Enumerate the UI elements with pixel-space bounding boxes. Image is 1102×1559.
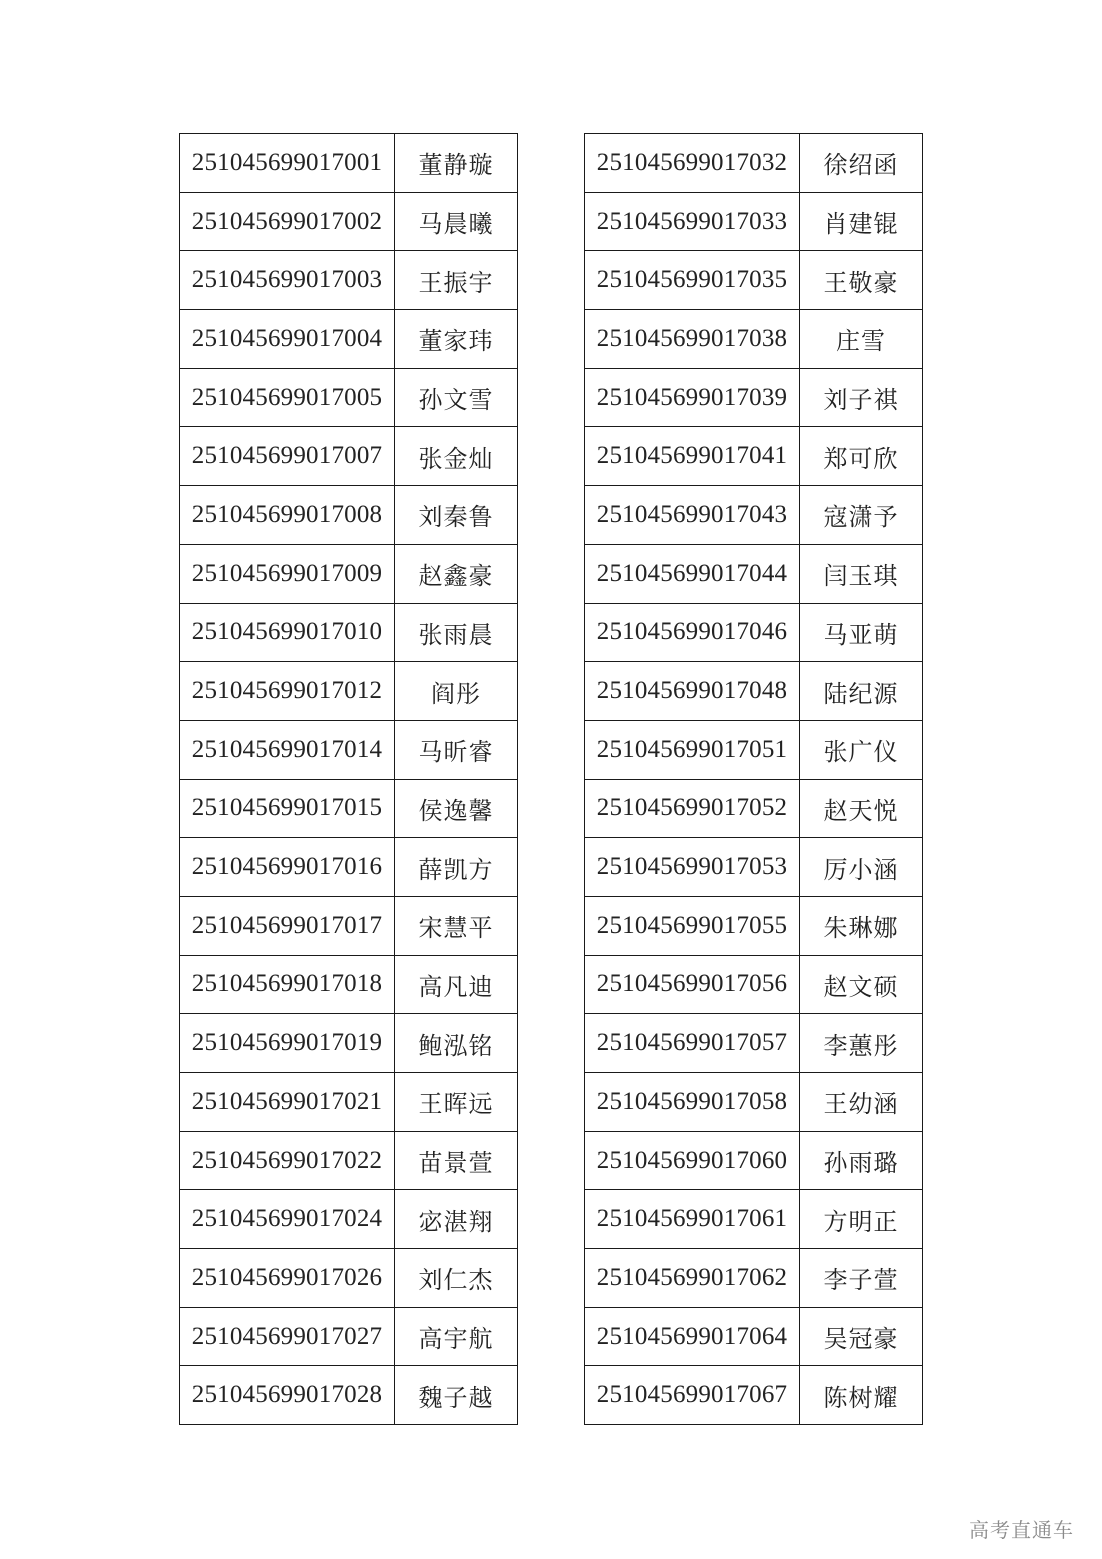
student-name-cell: 王幼涵 bbox=[800, 1073, 923, 1132]
exam-number-cell: 251045699017028 bbox=[180, 1366, 395, 1425]
student-name-cell: 马亚萌 bbox=[800, 603, 923, 662]
exam-number-cell: 251045699017061 bbox=[585, 1190, 800, 1249]
table-row bbox=[180, 310, 518, 369]
table-row bbox=[180, 720, 518, 779]
table-row bbox=[180, 192, 518, 251]
student-name-cell: 高宇航 bbox=[395, 1307, 518, 1366]
student-name-cell: 刘仁杰 bbox=[395, 1249, 518, 1308]
student-name-cell: 庄雪 bbox=[800, 310, 923, 369]
table-row bbox=[180, 838, 518, 897]
exam-number-cell: 251045699017051 bbox=[585, 720, 800, 779]
table-row bbox=[180, 1131, 518, 1190]
table-row bbox=[585, 310, 923, 369]
exam-number-cell: 251045699017043 bbox=[585, 486, 800, 545]
exam-number-cell: 251045699017067 bbox=[585, 1366, 800, 1425]
table-row bbox=[180, 1307, 518, 1366]
table-row bbox=[585, 779, 923, 838]
student-name-cell: 苗景萱 bbox=[395, 1131, 518, 1190]
exam-number-cell: 251045699017046 bbox=[585, 603, 800, 662]
student-name-cell: 方明正 bbox=[800, 1190, 923, 1249]
exam-number-cell: 251045699017041 bbox=[585, 427, 800, 486]
student-name-cell: 马昕睿 bbox=[395, 720, 518, 779]
table-row bbox=[585, 720, 923, 779]
student-name-cell: 董静璇 bbox=[395, 134, 518, 193]
student-name-cell: 李子萱 bbox=[800, 1249, 923, 1308]
exam-number-cell: 251045699017055 bbox=[585, 896, 800, 955]
table-row bbox=[180, 603, 518, 662]
exam-number-cell: 251045699017058 bbox=[585, 1073, 800, 1132]
table-row bbox=[180, 1249, 518, 1308]
exam-number-cell: 251045699017012 bbox=[180, 662, 395, 721]
table-row bbox=[585, 134, 923, 193]
student-name-cell: 寇潇予 bbox=[800, 486, 923, 545]
exam-number-cell: 251045699017021 bbox=[180, 1073, 395, 1132]
exam-number-cell: 251045699017064 bbox=[585, 1307, 800, 1366]
exam-number-cell: 251045699017014 bbox=[180, 720, 395, 779]
student-name-cell: 张金灿 bbox=[395, 427, 518, 486]
exam-number-cell: 251045699017048 bbox=[585, 662, 800, 721]
student-name-cell: 马晨曦 bbox=[395, 192, 518, 251]
exam-number-cell: 251045699017015 bbox=[180, 779, 395, 838]
exam-number-cell: 251045699017010 bbox=[180, 603, 395, 662]
exam-number-cell: 251045699017018 bbox=[180, 955, 395, 1014]
table-row bbox=[180, 427, 518, 486]
table-row bbox=[180, 368, 518, 427]
table-row bbox=[180, 955, 518, 1014]
student-name-cell: 宋慧平 bbox=[395, 896, 518, 955]
student-name-cell: 李蕙彤 bbox=[800, 1014, 923, 1073]
student-name-cell: 陈树耀 bbox=[800, 1366, 923, 1425]
student-name-cell: 赵文硕 bbox=[800, 955, 923, 1014]
exam-number-cell: 251045699017032 bbox=[585, 134, 800, 193]
exam-number-cell: 251045699017044 bbox=[585, 544, 800, 603]
student-name-cell: 朱琳娜 bbox=[800, 896, 923, 955]
table-row bbox=[180, 1366, 518, 1425]
exam-number-cell: 251045699017057 bbox=[585, 1014, 800, 1073]
exam-number-cell: 251045699017038 bbox=[585, 310, 800, 369]
table-row bbox=[585, 1249, 923, 1308]
table-row bbox=[180, 1190, 518, 1249]
exam-number-cell: 251045699017024 bbox=[180, 1190, 395, 1249]
table-row bbox=[180, 486, 518, 545]
table-row bbox=[585, 1307, 923, 1366]
student-name-cell: 魏子越 bbox=[395, 1366, 518, 1425]
exam-number-cell: 251045699017004 bbox=[180, 310, 395, 369]
exam-number-cell: 251045699017003 bbox=[180, 251, 395, 310]
student-name-cell: 徐绍函 bbox=[800, 134, 923, 193]
exam-number-cell: 251045699017027 bbox=[180, 1307, 395, 1366]
student-name-cell: 鲍泓铭 bbox=[395, 1014, 518, 1073]
exam-number-cell: 251045699017017 bbox=[180, 896, 395, 955]
roster-table-right-body bbox=[585, 134, 923, 1425]
student-name-cell: 张雨晨 bbox=[395, 603, 518, 662]
exam-number-cell: 251045699017016 bbox=[180, 838, 395, 897]
table-row bbox=[585, 896, 923, 955]
student-name-cell: 赵鑫豪 bbox=[395, 544, 518, 603]
table-row bbox=[585, 1131, 923, 1190]
exam-number-cell: 251045699017052 bbox=[585, 779, 800, 838]
table-row bbox=[180, 544, 518, 603]
table-row bbox=[585, 427, 923, 486]
student-name-cell: 王振宇 bbox=[395, 251, 518, 310]
exam-number-cell: 251045699017056 bbox=[585, 955, 800, 1014]
table-row bbox=[585, 838, 923, 897]
student-name-cell: 郑可欣 bbox=[800, 427, 923, 486]
table-row bbox=[585, 1073, 923, 1132]
roster-table-left bbox=[179, 133, 518, 1425]
table-row bbox=[585, 544, 923, 603]
exam-number-cell: 251045699017009 bbox=[180, 544, 395, 603]
exam-number-cell: 251045699017022 bbox=[180, 1131, 395, 1190]
student-name-cell: 陆纪源 bbox=[800, 662, 923, 721]
student-name-cell: 董家玮 bbox=[395, 310, 518, 369]
exam-number-cell: 251045699017008 bbox=[180, 486, 395, 545]
student-name-cell: 薛凯方 bbox=[395, 838, 518, 897]
exam-number-cell: 251045699017001 bbox=[180, 134, 395, 193]
student-name-cell: 吴冠豪 bbox=[800, 1307, 923, 1366]
exam-number-cell: 251045699017053 bbox=[585, 838, 800, 897]
exam-number-cell: 251045699017007 bbox=[180, 427, 395, 486]
student-name-cell: 高凡迪 bbox=[395, 955, 518, 1014]
exam-number-cell: 251045699017062 bbox=[585, 1249, 800, 1308]
student-name-cell: 王晖远 bbox=[395, 1073, 518, 1132]
exam-number-cell: 251045699017039 bbox=[585, 368, 800, 427]
table-row bbox=[585, 955, 923, 1014]
roster-table-left-body bbox=[180, 134, 518, 1425]
student-name-cell: 赵天悦 bbox=[800, 779, 923, 838]
exam-number-cell: 251045699017060 bbox=[585, 1131, 800, 1190]
table-row bbox=[585, 368, 923, 427]
table-row bbox=[585, 603, 923, 662]
table-row bbox=[585, 251, 923, 310]
table-row bbox=[180, 134, 518, 193]
student-name-cell: 侯逸馨 bbox=[395, 779, 518, 838]
exam-number-cell: 251045699017035 bbox=[585, 251, 800, 310]
exam-number-cell: 251045699017005 bbox=[180, 368, 395, 427]
watermark-text: 高考直通车 bbox=[969, 1518, 1074, 1542]
table-row bbox=[180, 1014, 518, 1073]
table-row bbox=[180, 251, 518, 310]
student-name-cell: 阎彤 bbox=[395, 662, 518, 721]
table-row bbox=[585, 192, 923, 251]
table-row bbox=[180, 662, 518, 721]
table-row bbox=[585, 486, 923, 545]
table-row bbox=[180, 1073, 518, 1132]
student-name-cell: 王敬豪 bbox=[800, 251, 923, 310]
student-name-cell: 孙雨璐 bbox=[800, 1131, 923, 1190]
table-row bbox=[180, 779, 518, 838]
table-row bbox=[180, 896, 518, 955]
table-row bbox=[585, 1366, 923, 1425]
student-name-cell: 张广仪 bbox=[800, 720, 923, 779]
table-row bbox=[585, 1014, 923, 1073]
exam-number-cell: 251045699017026 bbox=[180, 1249, 395, 1308]
roster-table-right bbox=[584, 133, 923, 1425]
student-name-cell: 孙文雪 bbox=[395, 368, 518, 427]
student-name-cell: 闫玉琪 bbox=[800, 544, 923, 603]
exam-number-cell: 251045699017002 bbox=[180, 192, 395, 251]
table-row bbox=[585, 1190, 923, 1249]
student-name-cell: 肖建锟 bbox=[800, 192, 923, 251]
student-name-cell: 刘秦鲁 bbox=[395, 486, 518, 545]
exam-number-cell: 251045699017019 bbox=[180, 1014, 395, 1073]
exam-number-cell: 251045699017033 bbox=[585, 192, 800, 251]
student-name-cell: 宓湛翔 bbox=[395, 1190, 518, 1249]
student-name-cell: 厉小涵 bbox=[800, 838, 923, 897]
student-name-cell: 刘子祺 bbox=[800, 368, 923, 427]
table-row bbox=[585, 662, 923, 721]
